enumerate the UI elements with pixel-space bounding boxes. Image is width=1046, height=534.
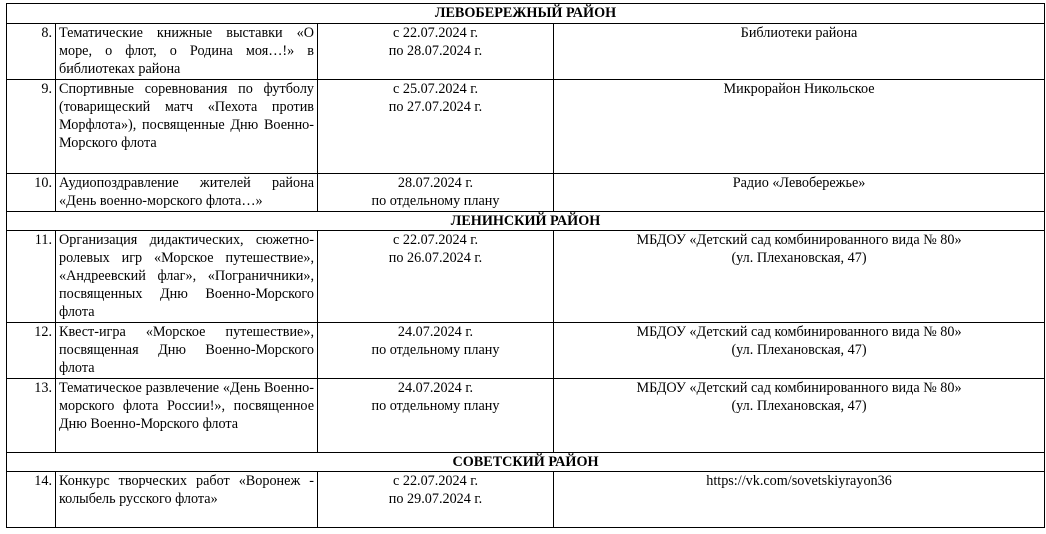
event-place <box>554 174 1045 212</box>
place-address: (ул. Плехановская, 47) <box>731 342 867 358</box>
event-name: Организация дидактических, сюжетно-ролевых игр «Морское путешествие», «Андреевский флаг», «Пограничники», посвященных Дню Военно-Морского флота <box>56 231 318 323</box>
date-end: по 27.07.2024 г. <box>388 99 483 115</box>
section-title: СОВЕТСКИЙ РАЙОН <box>7 453 1045 472</box>
place-line: МБДОУ «Детский сад комбинированного вида № 80» <box>636 232 962 248</box>
date-start: с 22.07.2024 г. <box>393 25 478 41</box>
event-dates <box>318 174 554 212</box>
date-start: 28.07.2024 г. <box>397 175 474 191</box>
event-dates <box>318 323 554 379</box>
table-row <box>7 379 1045 453</box>
event-name: Квест-игра «Морское путешествие», посвященная Дню Военно-Морского флота <box>56 323 318 379</box>
row-number: 14. <box>7 472 56 528</box>
place-line: Библиотеки района <box>740 25 858 41</box>
row-number: 11. <box>7 231 56 323</box>
table-row <box>7 80 1045 174</box>
table-row <box>7 24 1045 80</box>
date-start: с 25.07.2024 г. <box>393 81 478 97</box>
event-dates <box>318 231 554 323</box>
section-title: ЛЕНИНСКИЙ РАЙОН <box>7 212 1045 231</box>
section-header <box>7 4 1045 24</box>
row-number: 13. <box>7 379 56 453</box>
date-start: 24.07.2024 г. <box>397 380 474 396</box>
date-end: по отдельному плану <box>371 193 500 209</box>
event-name: Конкурс творческих работ «Воронеж - колыбель русского флота» <box>56 472 318 528</box>
place-link[interactable]: https://vk.com/sovetskiyrayon36 <box>706 473 892 489</box>
table-row <box>7 174 1045 212</box>
place-line: МБДОУ «Детский сад комбинированного вида № 80» <box>636 380 962 396</box>
event-name: Спортивные соревнования по футболу (товарищеский матч «Пехота против Морфлота»), посвященные Дню Военно-Морского флота <box>56 80 318 174</box>
event-place <box>554 472 1045 528</box>
table-row <box>7 323 1045 379</box>
row-number: 10. <box>7 174 56 212</box>
date-start: 24.07.2024 г. <box>397 324 474 340</box>
date-end: по 29.07.2024 г. <box>388 491 483 507</box>
event-place <box>554 24 1045 80</box>
date-end: по 28.07.2024 г. <box>388 43 483 59</box>
place-address: (ул. Плехановская, 47) <box>731 398 867 414</box>
event-dates <box>318 80 554 174</box>
event-place <box>554 379 1045 453</box>
row-number: 8. <box>7 24 56 80</box>
place-line: МБДОУ «Детский сад комбинированного вида № 80» <box>636 324 962 340</box>
event-name: Тематическое развлечение «День Военно-морского флота России!», посвященное Дню Военно-Морского флота <box>56 379 318 453</box>
section-header <box>7 212 1045 231</box>
section-title: ЛЕВОБЕРЕЖНЫЙ РАЙОН <box>7 4 1045 24</box>
event-dates <box>318 24 554 80</box>
date-end: по отдельному плану <box>371 398 500 414</box>
row-number: 12. <box>7 323 56 379</box>
date-end: по отдельному плану <box>371 342 500 358</box>
place-address: (ул. Плехановская, 47) <box>731 250 867 266</box>
events-table <box>6 3 1045 528</box>
event-place <box>554 323 1045 379</box>
event-place <box>554 80 1045 174</box>
event-name: Тематические книжные выставки «О море, о флот, о Родина моя…!» в библиотеках района <box>56 24 318 80</box>
date-start: с 22.07.2024 г. <box>393 473 478 489</box>
date-start: с 22.07.2024 г. <box>393 232 478 248</box>
event-name: Аудиопоздравление жителей района «День военно-морского флота…» <box>56 174 318 212</box>
event-dates <box>318 472 554 528</box>
date-end: по 26.07.2024 г. <box>388 250 483 266</box>
section-header <box>7 453 1045 472</box>
table-row <box>7 472 1045 528</box>
place-line: Микрорайон Никольское <box>723 81 875 97</box>
row-number: 9. <box>7 80 56 174</box>
table-row <box>7 231 1045 323</box>
place-line: Радио «Левобережье» <box>732 175 866 191</box>
event-place <box>554 231 1045 323</box>
event-dates <box>318 379 554 453</box>
